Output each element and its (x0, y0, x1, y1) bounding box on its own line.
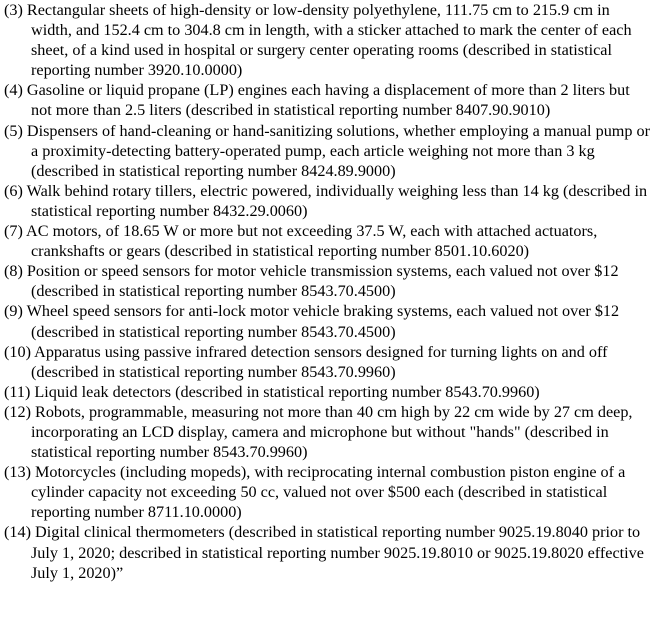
item-number: (7) (4, 222, 23, 241)
item-number: (10) (4, 342, 31, 361)
item-number: (4) (4, 81, 23, 100)
list-item (4, 221, 652, 261)
list-item (4, 402, 652, 462)
item-text: AC motors, of 18.65 W or more but not exceeding 37.5 W, each with attached actuators, crankshafts or gears (described in statistical reporting number 8501.10.6020) (26, 222, 598, 261)
item-text: Walk behind rotary tillers, electric powered, individually weighing less than 14 kg (described in statistical reporting number 8432.29.0060) (26, 181, 648, 220)
item-number: (13) (4, 463, 31, 482)
item-number: (8) (4, 262, 23, 281)
item-number: (5) (4, 121, 23, 140)
item-text: Motorcycles (including mopeds), with reciprocating internal combustion piston engine of a cylinder capacity not exceeding 50 cc, valued not over $500 each (described in statistical reporting number 8711.10.0000) (31, 463, 626, 522)
item-text: Liquid leak detectors (described in statistical reporting number 8543.70.9960) (34, 382, 540, 401)
item-text: Digital clinical thermometers (described in statistical reporting number 9025.19.8040 prior to July 1, 2020; described in statistical reporting number 9025.19.8010 or 9025.19.8020 effective July 1, 2020)” (31, 523, 644, 582)
list-item (4, 0, 652, 80)
item-text: Position or speed sensors for motor vehicle transmission systems, each valued not over $12 (described in statistical reporting number 8543.70.4500) (26, 262, 619, 301)
document-body (4, 0, 652, 583)
item-text: Dispensers of hand-cleaning or hand-sanitizing solutions, whether employing a manual pump or a proximity-detecting battery-operated pump, each article weighing not more than 3 kg (described in statistical reporting number 8424.89.9000) (26, 121, 650, 180)
item-text: Wheel speed sensors for anti-lock motor vehicle braking systems, each valued not over $12 (described in statistical reporting number 8543.70.4500) (26, 302, 620, 341)
list-item (4, 301, 652, 341)
item-number: (3) (4, 1, 23, 19)
list-item (4, 342, 652, 382)
list-item (4, 522, 652, 582)
list-item (4, 261, 652, 301)
list-item (4, 181, 652, 221)
item-text: Rectangular sheets of high-density or low-density polyethylene, 111.75 cm to 215.9 cm in width, and 152.4 cm to 304.8 cm in length, with a sticker attached to mark the center of each sheet, of a kind used in hospital or surgery center operating rooms (described in statistical reporting number 3920.10.0000) (26, 1, 632, 80)
list-item (4, 80, 652, 120)
item-number: (11) (4, 382, 31, 401)
item-text: Gasoline or liquid propane (LP) engines each having a displacement of more than 2 liters but not more than 2.5 liters (described in statistical reporting number 8407.90.9010) (26, 81, 630, 120)
item-text: Apparatus using passive infrared detection sensors designed for turning lights on and off (described in statistical reporting number 8543.70.9960) (31, 342, 608, 381)
list-item (4, 382, 652, 402)
item-number: (14) (4, 523, 31, 542)
item-text: Robots, programmable, measuring not more than 40 cm high by 22 cm wide by 27 cm deep, incorporating an LCD display, camera and microphone but without "hands" (described in statistical reporting number 8543.70.9960) (31, 402, 633, 462)
item-number: (6) (4, 181, 23, 200)
item-number: (12) (4, 402, 31, 421)
item-number: (9) (4, 302, 23, 321)
list-item (4, 462, 652, 522)
list-item (4, 121, 652, 181)
